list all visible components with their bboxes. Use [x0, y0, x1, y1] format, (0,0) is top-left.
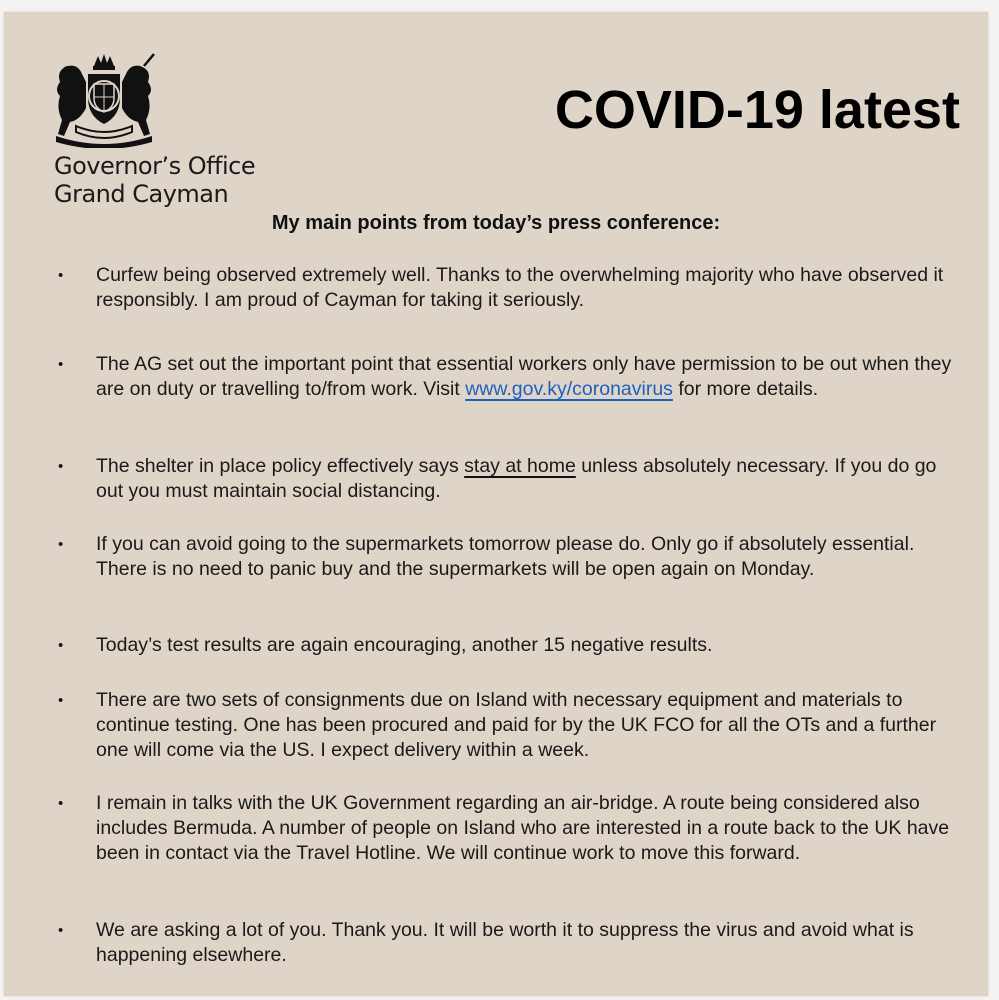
point-text: unless absolutely necessary. If you do go out you must maintain social distancing.	[96, 455, 937, 502]
point-text: Curfew being observed extremely well. Thanks to the overwhelming majority who have observed it responsibly. I am proud of Cayman for taking it seriously.	[96, 264, 944, 311]
bullet-marker: •	[58, 922, 64, 939]
bullet-marker: •	[58, 692, 64, 709]
bullet-marker: •	[58, 795, 64, 812]
coronavirus-link[interactable]: www.gov.ky/coronavirus	[465, 378, 673, 400]
bullet-point	[58, 688, 958, 763]
bullet-point	[58, 352, 958, 402]
point-text: I remain in talks with the UK Government regarding an air-bridge. A route being considered also includes Bermuda. A number of people on Island who are interested in a route back to the UK have been in contact via the Travel Hotline. We will continue work to move this forward.	[96, 792, 950, 864]
bullet-point	[58, 454, 958, 504]
point-text: There are two sets of consignments due on Island with necessary equipment and materials to continue testing. One has been procured and paid for by the UK FCO for all the OTs and a further one will come via the US. I expect delivery within a week.	[96, 689, 937, 761]
subheading: My main points from today’s press conference:	[271, 212, 721, 234]
bullet-point	[58, 532, 958, 582]
point-text: Today’s test results are again encouraging, another 15 negative results.	[96, 634, 713, 656]
office-line-1: Governor’s Office	[54, 152, 256, 180]
point-text: If you can avoid going to the supermarkets tomorrow please do. Only go if absolutely essential. There is no need to panic buy and the supermarkets will be open again on Monday.	[96, 533, 915, 580]
page-title: COVID-19 latest	[554, 80, 960, 140]
point-text: The AG set out the important point that essential workers only have permission to be out when they are on duty or travelling to/from work. Visit	[96, 353, 952, 400]
bullet-list	[4, 12, 988, 996]
bullet-marker: •	[58, 637, 64, 654]
bullet-point	[58, 791, 958, 866]
bullet-marker: •	[58, 356, 64, 373]
bullet-marker: •	[58, 536, 64, 553]
bullet-point	[58, 918, 958, 968]
bullet-point	[58, 263, 958, 313]
document-page	[4, 12, 988, 996]
point-text: We are asking a lot of you. Thank you. It will be worth it to suppress the virus and avoid what is happening elsewhere.	[96, 919, 914, 966]
office-line-2: Grand Cayman	[54, 180, 229, 208]
bullet-point	[58, 633, 958, 658]
bullet-marker: •	[58, 458, 64, 475]
point-text: The shelter in place policy effectively says	[96, 455, 465, 477]
point-text: for more details.	[672, 378, 819, 400]
emphasis-text: stay at home	[464, 455, 576, 477]
bullet-marker: •	[58, 267, 64, 284]
